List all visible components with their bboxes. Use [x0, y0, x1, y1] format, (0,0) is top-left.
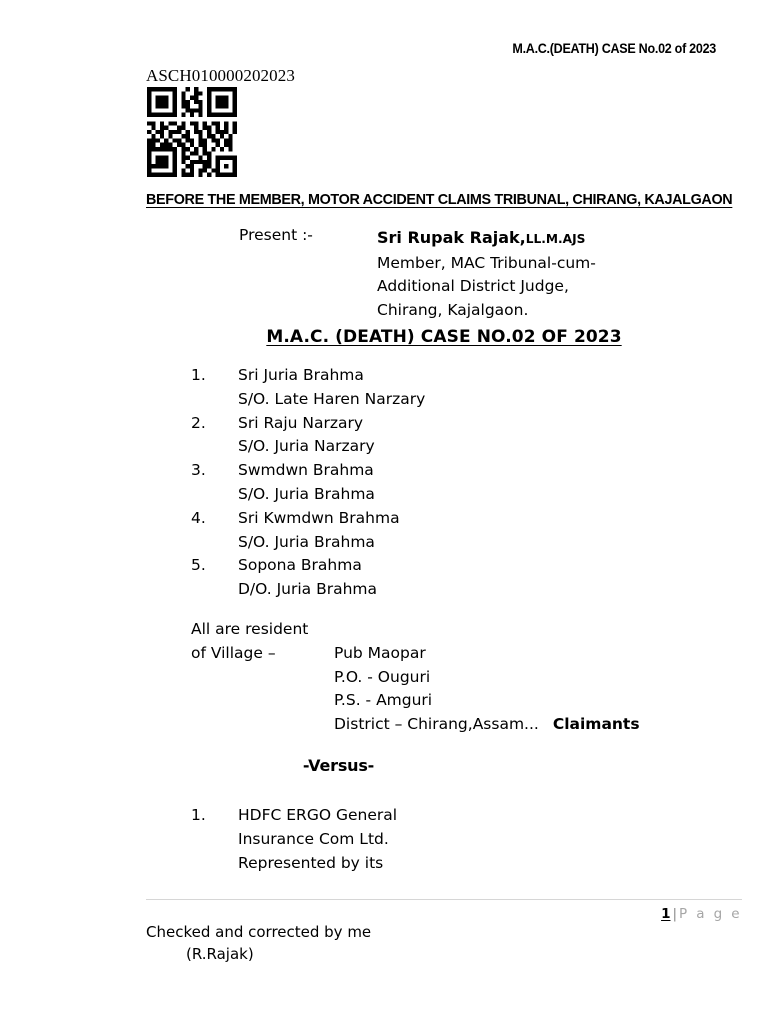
claimant-number: 1.	[191, 366, 206, 384]
claimant-relation: S/O. Late Haren Narzary	[238, 389, 426, 408]
qr-code	[147, 87, 237, 177]
judge-designation-line-3: Chirang, Kajalgaon.	[377, 300, 529, 319]
footer-divider	[146, 899, 742, 900]
judge-name: Sri Rupak Rajak,	[377, 228, 526, 247]
claimant-relation: S/O. Juria Brahma	[238, 484, 375, 503]
claimant-name: Sopona Brahma	[238, 556, 362, 575]
tribunal-heading: BEFORE THE MEMBER, MOTOR ACCIDENT CLAIMS TRIBUNAL, CHIRANG, KAJALGAON	[146, 192, 733, 208]
presiding-officer-block	[377, 226, 596, 322]
versus-separator: -Versus-	[302, 756, 375, 775]
list-item	[191, 412, 425, 460]
claimant-number: 5.	[191, 556, 206, 575]
claimant-name: Sri Juria Brahma	[238, 366, 364, 384]
claimant-relation: S/O. Juria Brahma	[238, 532, 375, 551]
judge-degree: LL.M.AJS	[525, 232, 586, 246]
address-police-station: P.S. - Amguri	[334, 691, 433, 710]
respondents-list	[191, 804, 397, 875]
document-id: ASCH010000202023	[146, 66, 295, 85]
list-item	[191, 459, 425, 507]
respondent-number: 1.	[191, 806, 206, 824]
claimant-number: 4.	[191, 508, 206, 527]
address-district: District – Chirang,Assam...	[334, 715, 539, 734]
page-number-word: P a g e	[679, 906, 742, 922]
claimant-relation: D/O. Juria Brahma	[238, 580, 378, 599]
judge-designation-line-1: Member, MAC Tribunal-cum-	[377, 253, 596, 272]
address-post-office: P.O. - Ouguri	[334, 667, 431, 686]
list-item	[191, 364, 425, 412]
claimants-address-block	[191, 618, 640, 737]
claimant-number: 3.	[191, 461, 206, 480]
claimant-name: Sri Kwmdwn Brahma	[238, 508, 400, 527]
list-item	[191, 507, 425, 555]
claimants-list	[191, 364, 425, 602]
checked-signature: (R.Rajak)	[186, 945, 254, 963]
page-number-digit: 1	[661, 906, 671, 922]
claimant-details	[238, 364, 425, 412]
judge-designation-line-2: Additional District Judge,	[377, 277, 569, 295]
claimant-number: 2.	[191, 413, 206, 432]
respondent-name: HDFC ERGO General	[238, 806, 398, 824]
list-item	[191, 804, 397, 875]
address-values	[334, 642, 640, 737]
address-district-row	[334, 713, 640, 737]
page-number-separator: |	[672, 906, 678, 922]
claimant-details	[238, 507, 425, 555]
checked-note-block	[146, 921, 371, 965]
respondent-line-2: Insurance Com Ltd.	[238, 829, 389, 848]
address-village-row	[191, 642, 640, 737]
address-village-label: of Village –	[191, 643, 276, 662]
case-number-heading-text: M.A.C. (DEATH) CASE NO.02 OF 2023	[266, 327, 622, 347]
claimant-name: Swmdwn Brahma	[238, 461, 374, 480]
checked-note-text: Checked and corrected by me	[146, 923, 372, 941]
claimant-name: Sri Raju Narzary	[238, 413, 364, 432]
page-number	[146, 906, 742, 922]
case-number-heading	[146, 327, 742, 347]
list-item	[191, 554, 425, 602]
claimant-relation: S/O. Juria Narzary	[238, 437, 375, 456]
claimants-party-tag: Claimants	[552, 715, 640, 734]
respondent-line-3: Represented by its	[238, 853, 384, 872]
address-intro: All are resident	[191, 620, 309, 638]
judge-name-row	[377, 226, 596, 252]
claimant-details	[238, 554, 425, 602]
present-label: Present :-	[239, 226, 313, 244]
header-case-reference: M.A.C.(DEATH) CASE No.02 of 2023	[512, 41, 716, 56]
address-village: Pub Maopar	[334, 643, 426, 662]
claimant-details	[238, 412, 425, 460]
respondent-details	[238, 804, 397, 875]
claimant-details	[238, 459, 425, 507]
